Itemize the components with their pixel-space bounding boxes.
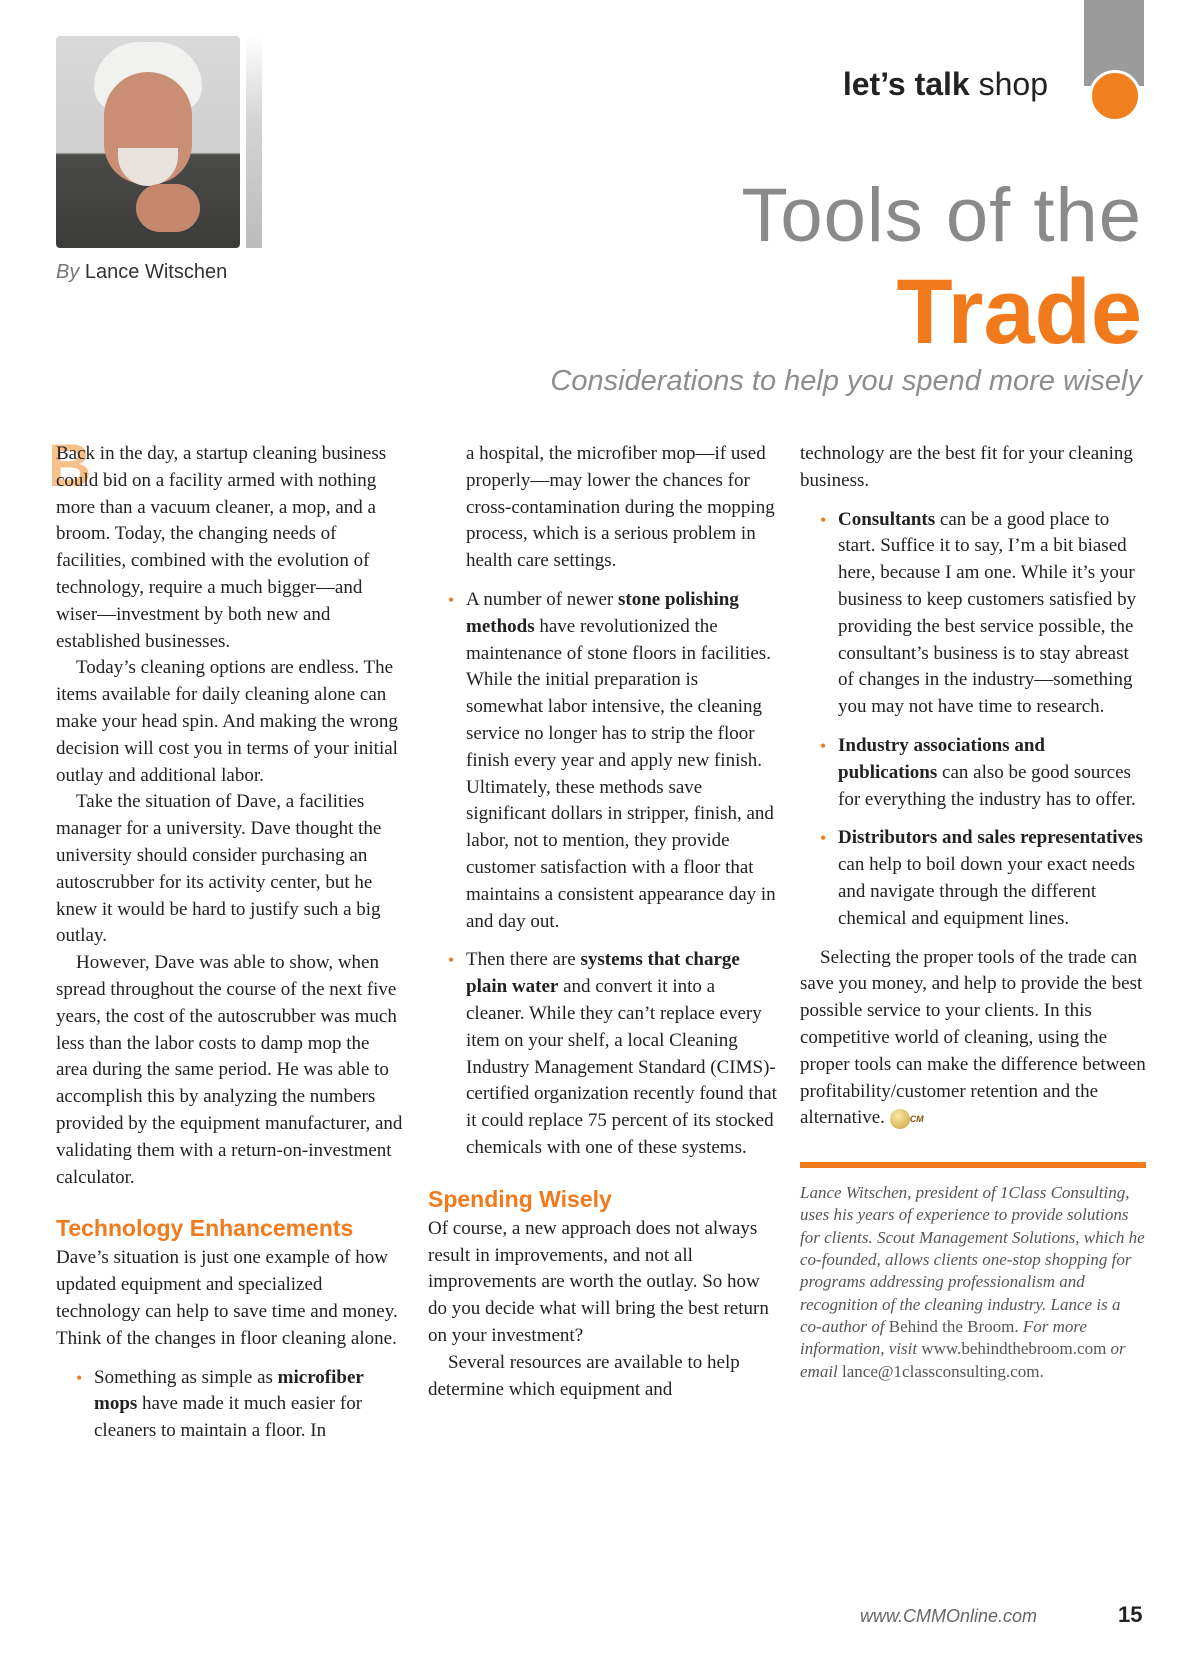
bullet-list	[800, 507, 1146, 933]
paragraph: Dave’s situation is just one example of how updated equipment and specialized technology can help to save time and money. Think of the changes in floor cleaning alone.	[56, 1247, 398, 1349]
subtitle: Considerations to help you spend more wisely	[550, 365, 1142, 397]
photo-gradient-bar	[246, 36, 262, 248]
cm-end-icon: CM	[890, 1109, 910, 1129]
bio-email: lance@1classconsulting.com.	[842, 1361, 1044, 1381]
paragraph: a hospital, the microfiber mop—if used properly—may lower the chances for cross-contamination during the mopping process, which is a serious problem in health care settings.	[466, 443, 775, 572]
bio-url: www.behindthebroom.com	[921, 1339, 1107, 1359]
byline	[56, 261, 227, 284]
author-photo	[56, 36, 262, 248]
paragraph: However, Dave was able to show, when spread throughout the course of the next five years, the cost of the autoscrubber was much less than the labor costs to damp mop the area during the same period. He was able to accomplish this by analyzing the numbers provided by the equipment manufacturer, and validating them with a return-on-investment calculator.	[56, 952, 403, 1188]
paragraph: Take the situation of Dave, a facilities manager for a university. Dave thought the university should consider purchasing an autoscrubber for its activity center, but he knew it would be hard to justify such a big outlay.	[56, 791, 382, 947]
article-column-2	[428, 441, 778, 1403]
section-tag-light: shop	[978, 66, 1048, 102]
bullet-icon: •	[76, 1367, 83, 1388]
paragraph: Selecting the proper tools of the trade can save you money, and help to provide the best possible service to your clients. In this competitive world of cleaning, using the proper tools can make the difference between profitability/customer retention and the alternative. CM	[800, 946, 1146, 1129]
bullet-list	[428, 587, 778, 1162]
bullet-icon: •	[820, 828, 827, 849]
bullet-item: • Consultants can be a good place to start. Suffice it to say, I’m a bit biased here, because I am one. While it’s your business to keep customers satisfied by providing the best service possible, the consultant’s business is to stay abreast of changes in the industry—something you may not have time to research.	[820, 508, 1137, 718]
bio-divider	[800, 1162, 1146, 1168]
section-tab-dot	[1089, 70, 1141, 122]
title-line-2: Trade	[896, 261, 1142, 363]
title-line-1: Tools of the	[741, 173, 1142, 258]
bullet-icon: •	[448, 950, 455, 971]
bullet-item: • A number of newer stone polishing methods have revolutionized the maintenance of stone floors in facilities. While the initial preparation is somewhat labor intensive, the cleaning service no longer has to strip the floor finish every year and apply new finish. Ultimately, these methods save significant dollars in stripper, finish, and labor, not to mention, they provide customer satisfaction with a floor that maintains a consistent appearance day in and day out.	[448, 588, 776, 932]
article-column-1	[48, 432, 404, 1457]
footer-url: www.CMMOnline.com	[860, 1606, 1038, 1626]
paragraph: Several resources are available to help determine which equipment and	[428, 1351, 740, 1400]
page-number: 15	[1118, 1602, 1143, 1627]
bullet-icon: •	[448, 589, 455, 610]
bullet-list	[56, 1365, 404, 1445]
byline-prefix: By	[56, 261, 80, 283]
byline-author: Lance Witschen	[84, 261, 228, 283]
section-tag	[843, 66, 1048, 103]
bullet-item: • Something as simple as microfiber mops have made it much easier for cleaners to maintain a floor. In	[76, 1366, 364, 1442]
bullet-item: • Industry associations and publications can also be good sources for everything the industry has to offer.	[820, 734, 1136, 810]
section-heading: Spending Wisely	[428, 1185, 612, 1212]
paragraph: B Back in the day, a startup cleaning business could bid on a facility armed with nothing more than a vacuum cleaner, a mop, and a broom. Today, the changing needs of facilities, combined with the evolution of technology, require a much bigger—and wiser—investment by both new and established businesses.	[48, 432, 387, 652]
author-portrait	[56, 36, 240, 248]
paragraph: Today’s cleaning options are endless. The items available for daily cleaning alone can make your head spin. And making the wrong decision will cost you in terms of your initial outlay and additional labor.	[56, 657, 398, 786]
bullet-item: • Then there are systems that charge plain water and convert it into a cleaner. While they can’t replace every item on your shelf, a local Cleaning Industry Management Standard (CIMS)-certified organization recently found that it could replace 75 percent of its stocked chemicals with one of these systems.	[448, 949, 777, 1158]
section-heading: Technology Enhancements	[56, 1215, 354, 1242]
article-column-3	[800, 441, 1146, 1383]
bullet-item: • Distributors and sales representatives can help to boil down your exact needs and navigate through the different chemical and equipment lines.	[820, 827, 1143, 929]
paragraph: technology are the best fit for your cleaning business.	[800, 443, 1133, 491]
section-tag-bold: let’s talk	[842, 66, 970, 102]
author-bio: Lance Witschen, president of 1Class Consulting, uses his years of experience to provide solutions for clients. Scout Management Solutions, which he co-founded, allows clients one-stop shopping for programs addressing professionalism and recognition of the cleaning industry. Lance is a co-author of Behind the Broom. For more information, visit www.behindthebroom.com or email lance@1classconsulting.com.	[800, 1183, 1145, 1381]
bullet-icon: •	[820, 735, 827, 756]
paragraph: Of course, a new approach does not always result in improvements, and not all improvements are worth the outlay. So how do you decide what will bring the best return on your investment?	[428, 1217, 769, 1346]
bullet-icon: •	[820, 509, 827, 530]
